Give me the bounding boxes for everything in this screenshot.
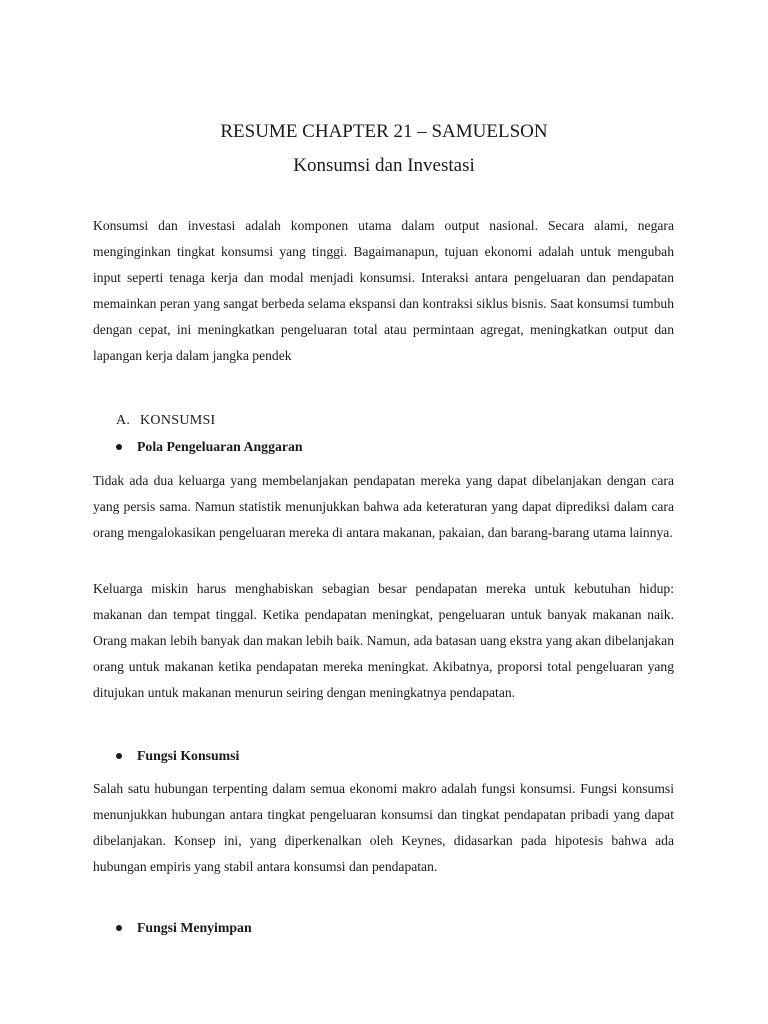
bullet-heading-text: Pola Pengeluaran Anggaran bbox=[137, 439, 303, 454]
bullet-dot-icon bbox=[116, 444, 122, 450]
bullet-heading-text: Fungsi Menyimpan bbox=[137, 920, 252, 935]
document-subtitle: Konsumsi dan Investasi bbox=[293, 155, 475, 176]
section-title: KONSUMSI bbox=[140, 413, 216, 428]
bullet-dot-icon bbox=[116, 925, 122, 931]
body-paragraph: Salah satu hubungan terpenting dalam semua ekonomi makro adalah fungsi konsumsi. Fungsi konsumsi menunjukkan hubungan antara tingkat pengeluaran konsumsi dan tingkat pendapatan pribadi yang dapat dibelanjakan. Konsep ini, yang diperkenalkan oleh Keynes, didasarkan pada hipotesis bahwa ada hubungan empiris yang stabil antara konsumsi dan pendapatan. bbox=[93, 781, 674, 874]
body-paragraph: Keluarga miskin harus menghabiskan sebagian besar pendapatan mereka untuk kebutuhan hidup: makanan dan tempat tinggal. Ketika pendapatan meningkat, pengeluaran untuk banyak makanan naik. Orang makan lebih banyak dan makan lebih baik. Namun, ada batasan uang ekstra yang akan dibelanjakan orang untuk makanan ketika pendapatan mereka meningkat. Akibatnya, proporsi total pengeluaran yang ditujukan untuk makanan menurun seiring dengan meningkatnya pendapatan. bbox=[93, 581, 674, 700]
bullet-heading bbox=[116, 918, 252, 938]
bullet-heading bbox=[116, 746, 239, 766]
document-title: RESUME CHAPTER 21 – SAMUELSON bbox=[220, 121, 548, 142]
body-paragraph: Tidak ada dua keluarga yang membelanjakan pendapatan mereka yang dapat dibelanjakan dengan cara yang persis sama. Namun statistik menunjukkan bahwa ada keteraturan yang dapat diprediksi dalam cara orang mengalokasikan pengeluaran mereka di antara makanan, pakaian, dan barang-barang utama lainnya. bbox=[93, 473, 674, 540]
bullet-heading-text: Fungsi Konsumsi bbox=[137, 748, 240, 763]
section-marker: A. bbox=[116, 413, 131, 428]
section-heading bbox=[116, 411, 216, 431]
intro-paragraph: Konsumsi dan investasi adalah komponen utama dalam output nasional. Secara alami, negara menginginkan tingkat konsumsi yang tinggi. Bagaimanapun, tujuan ekonomi adalah untuk mengubah input seperti tenaga kerja dan modal menjadi konsumsi. Interaksi antara pengeluaran dan pendapatan memainkan peran yang sangat berbeda selama ekspansi dan kontraksi siklus bisnis. Saat konsumsi tumbuh dengan cepat, ini meningkatkan pengeluaran total atau permintaan agregat, meningkatkan output dan lapangan kerja dalam jangka pendek bbox=[93, 218, 674, 363]
bullet-dot-icon bbox=[116, 753, 122, 759]
bullet-heading bbox=[116, 437, 303, 457]
